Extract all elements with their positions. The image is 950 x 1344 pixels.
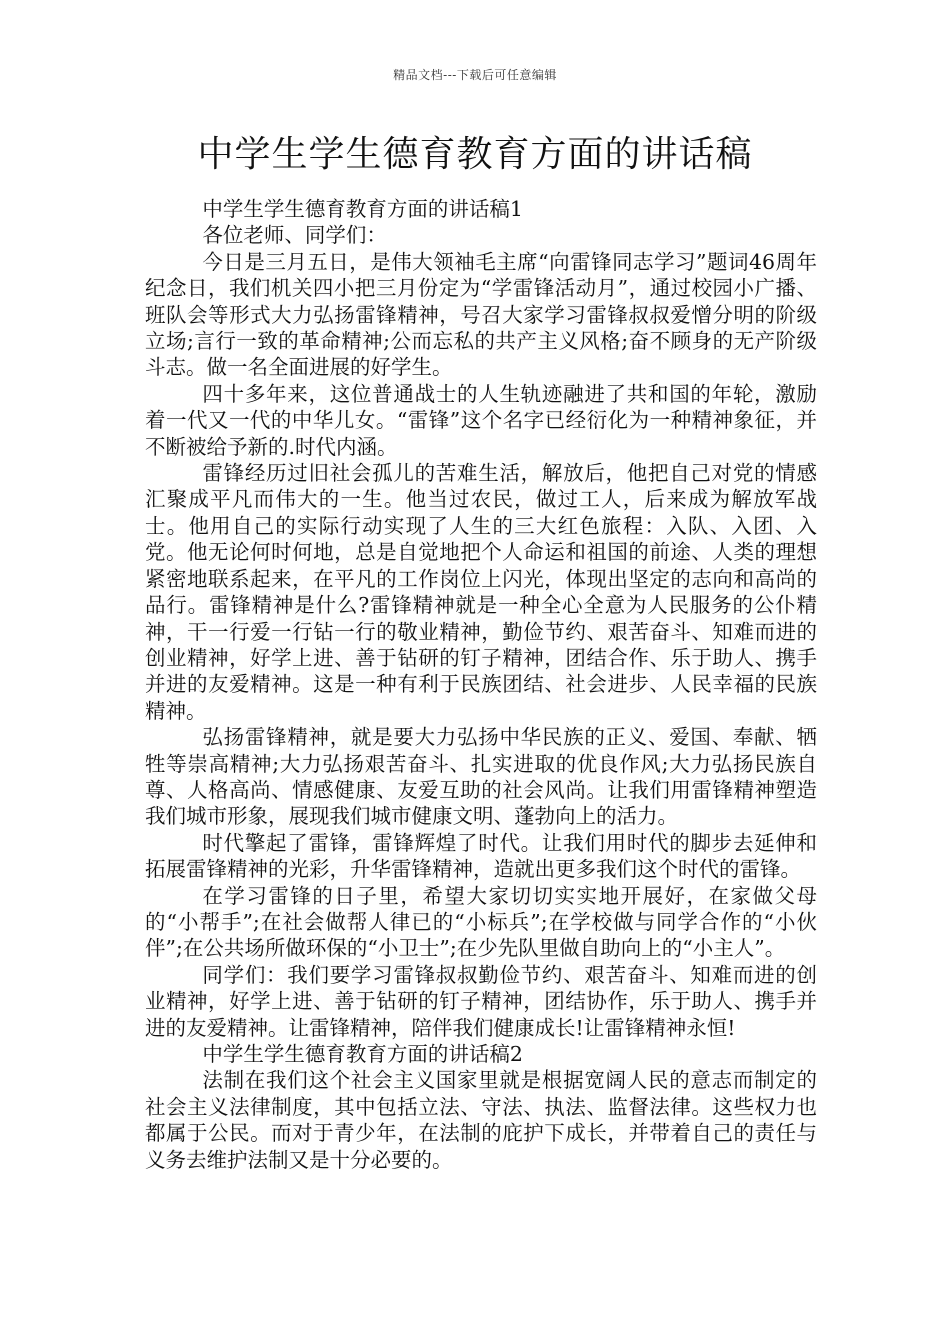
section-heading-1: 中学生学生德育教育方面的讲话稿1 [202, 197, 523, 221]
salutation: 各位老师、同学们： [202, 223, 387, 248]
paragraph: 法制在我们这个社会主义国家里就是根据宽阔人民的意志而制定的社会主义法律制度，其中包括立法、守法、执法、监督法律。这些权力也都属于公民。而对于青少年，在法制的庇护下成长，并带着自己的责任与义务去维护法制又是十分必要的。 [145, 1068, 817, 1172]
paragraph: 同学们：我们要学习雷锋叔叔勤俭节约、艰苦奋斗、知难而进的创业精神，好学上进、善于钻研的钉子精神，团结协作，乐于助人、携手并进的友爱精神。让雷锋精神，陪伴我们健康成长!让雷锋精神永恒! [145, 962, 817, 1040]
header-note: 精品文档---下载后可任意编辑 [393, 68, 557, 82]
page-title: 中学生学生德育教育方面的讲话稿 [197, 134, 753, 175]
paragraph: 雷锋经历过旧社会孤儿的苦难生活，解放后，他把自己对党的情感汇聚成平凡而伟大的一生。他当过农民，做过工人，后来成为解放军战士。他用自己的实际行动实现了人生的三大红色旅程：入队、入团、入党。他无论何时何地，总是自觉地把个人命运和祖国的前途、人类的理想紧密地联系起来，在平凡的工作岗位上闪光，体现出坚定的志向和高尚的品行。雷锋精神是什么?雷锋精神就是一种全心全意为人民服务的公仆精神，干一行爱一行钻一行的敬业精神，勤俭节约、艰苦奋斗、知难而进的创业精神，好学上进、善于钻研的钉子精神，团结合作、乐于助人、携手并进的友爱精神。这是一种有利于民族团结、社会进步、人民幸福的民族精神。 [145, 461, 817, 723]
section-heading-2: 中学生学生德育教育方面的讲话稿2 [202, 1042, 523, 1066]
paragraph: 今日是三月五日，是伟大领袖毛主席“向雷锋同志学习”题词46周年纪念日，我们机关四小把三月份定为“学雷锋活动月”，通过校园小广播、班队会等形式大力弘扬雷锋精神，号召大家学习雷锋叔叔爱憎分明的阶级立场;言行一致的革命精神;公而忘私的共产主义风格;奋不顾身的无产阶级斗志。做一名全面进展的好学生。 [145, 249, 817, 380]
paragraph: 时代擎起了雷锋，雷锋辉煌了时代。让我们用时代的脚步去延伸和拓展雷锋精神的光彩，升华雷锋精神，造就出更多我们这个时代的雷锋。 [145, 830, 817, 882]
paragraph: 弘扬雷锋精神，就是要大力弘扬中华民族的正义、爱国、奉献、牺牲等崇高精神;大力弘扬艰苦奋斗、扎实进取的优良作风;大力弘扬民族自尊、人格高尚、情感健康、友爱互助的社会风尚。让我们用雷锋精神塑造我们城市形象，展现我们城市健康文明、蓬勃向上的活力。 [145, 725, 817, 829]
paragraph: 在学习雷锋的日子里，希望大家切切实实地开展好，在家做父母的“小帮手”;在社会做帮人律已的“小标兵”;在学校做与同学合作的“小伙伴”;在公共场所做环保的“小卫士”;在少先队里做自助向上的“小主人”。 [145, 883, 817, 961]
document-body [145, 196, 817, 1173]
paragraph: 四十多年来，这位普通战士的人生轨迹融进了共和国的年轮，激励着一代又一代的中华儿女。“雷锋”这个名字已经衍化为一种精神象征，并不断被给予新的.时代内涵。 [145, 381, 817, 459]
